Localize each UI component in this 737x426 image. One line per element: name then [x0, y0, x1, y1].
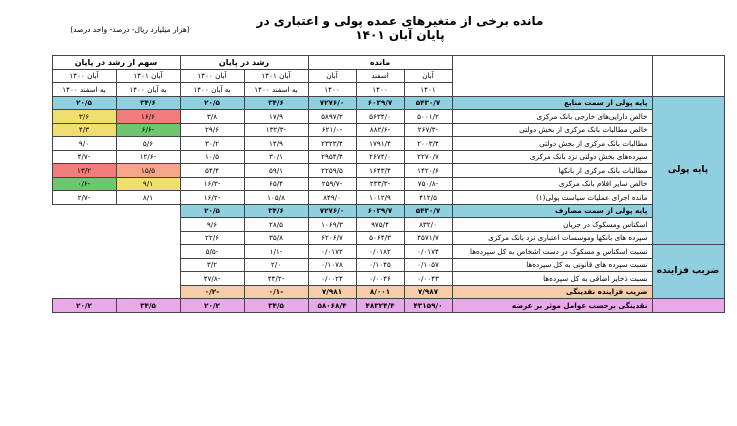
cell: ۲۲۵۹/۵	[308, 164, 356, 178]
side-label-blank	[652, 299, 724, 313]
row-label: پایه پولی از سمت منابع	[452, 96, 652, 110]
cell: ۱۵/۵	[116, 164, 180, 178]
cell: ۸/۰۰۱	[356, 285, 404, 299]
spacer	[52, 245, 116, 259]
cell: ۱۴۲۰/۶	[404, 164, 452, 178]
cell: ۲۰/۲	[52, 299, 116, 313]
cell: ۰/۰۱۷۲	[308, 245, 356, 259]
cell: ۳۴/۵	[244, 299, 308, 313]
cell: ۵۸۰۶۸/۴	[308, 299, 356, 313]
spacer	[116, 285, 180, 299]
cell: ۶۰۳۹/۷	[356, 96, 404, 110]
spacer	[52, 285, 116, 299]
cell: ۳۵/۸	[244, 231, 308, 245]
spacer	[116, 218, 180, 232]
spacer	[28, 272, 52, 286]
spacer	[116, 258, 180, 272]
spacer	[28, 177, 52, 191]
cell: -۶۲۱/۰	[308, 123, 356, 137]
cell: ۷/۹۸۷	[404, 285, 452, 299]
cell: ۶۲۰۶/۷	[308, 231, 356, 245]
row-label: نسبت ذخایر اضافی به کل سپرده‌ها	[452, 272, 652, 286]
cell: -۲/۷	[52, 191, 116, 205]
col-g1: آبان ۱۴۰۱	[244, 69, 308, 83]
cell: ۵۴/۴	[180, 164, 244, 178]
col-g2b: به آبان ۱۴۰۰	[180, 83, 244, 97]
spacer	[28, 191, 52, 205]
cell: ۱۰۶۹/۳	[308, 218, 356, 232]
row-label: خالص دارایی‌های خارجی بانک مرکزی	[452, 110, 652, 124]
row-label: مطالبات بانک مرکزی از بخش دولتی	[452, 137, 652, 151]
cell: ۲/۰	[244, 258, 308, 272]
cell: ۵۶۳۴/۰	[356, 110, 404, 124]
spacer	[28, 285, 52, 299]
col-g2: آبان ۱۴۰۰	[180, 69, 244, 83]
table-row	[28, 245, 724, 259]
table-row	[28, 96, 724, 110]
cell: ۲۰/۲	[180, 299, 244, 313]
cell: ۴/۳	[52, 123, 116, 137]
spacer	[116, 204, 180, 218]
col-g1b: به اسفند ۱۴۰۰	[244, 83, 308, 97]
table-row	[28, 123, 724, 137]
cell: ۱۶۴۳/۴	[356, 164, 404, 178]
cell: -۴۴/۲	[244, 272, 308, 286]
cell: ۸۴۹/۰	[308, 191, 356, 205]
cell: ۳۰/۱	[244, 150, 308, 164]
report-title: مانده برخی از متغیرهای عمده پولی و اعتباری در پایان آبان ۱۴۰۱	[256, 14, 544, 42]
col-y1400a: ۱۴۰۰	[356, 83, 404, 97]
spacer	[28, 245, 52, 259]
col-s1b: به آبان ۱۴۰۰	[116, 83, 180, 97]
cell: ۳۴/۶	[116, 96, 180, 110]
spacer	[28, 110, 52, 124]
cell: ۱۷۹۱/۴	[356, 137, 404, 151]
spacer	[28, 137, 52, 151]
table-row	[28, 177, 724, 191]
table-row	[28, 191, 724, 205]
cell: ۴۱۲/۵	[404, 191, 452, 205]
cell: ۱۰۱۲/۹	[356, 191, 404, 205]
cell: ۰/۰۰۴۳	[404, 272, 452, 286]
cell: -۰/۱	[244, 285, 308, 299]
col-aban1400: آبان	[308, 69, 356, 83]
table-row	[28, 150, 724, 164]
cell: ۰/۰۰۲۴	[308, 272, 356, 286]
col-s2: آبان ۱۴۰۰	[52, 69, 116, 83]
spacer	[28, 299, 52, 313]
spacer	[116, 272, 180, 286]
cell: ۴۳۱۵۹/۰	[404, 299, 452, 313]
cell: -۷۵۰/۸	[404, 177, 452, 191]
cell: -۱۳۲/۳	[244, 123, 308, 137]
table-row	[28, 110, 724, 124]
cell: ۲۲۷۰/۷	[404, 150, 452, 164]
col-aban1401: آبان	[404, 69, 452, 83]
table-row	[28, 285, 724, 299]
col-s2b: به اسفند ۱۴۰۰	[52, 83, 116, 97]
spacer	[28, 96, 52, 110]
cell: ۷۲۷۶/۰	[308, 204, 356, 218]
cell: ۱۷/۹	[244, 110, 308, 124]
spacer	[28, 56, 52, 97]
table-row	[28, 218, 724, 232]
table-row	[28, 272, 724, 286]
header-balance: مانده	[308, 56, 452, 70]
table-row	[28, 299, 724, 313]
spacer	[52, 204, 116, 218]
row-label: نسبت سپرده های قانونی به کل سپرده‌ها	[452, 258, 652, 272]
cell: ۵/۶	[116, 137, 180, 151]
cell: -۰/۲	[180, 285, 244, 299]
spacer	[28, 164, 52, 178]
monetary-table	[28, 55, 725, 313]
cell: ۲۰۰۳/۴	[404, 137, 452, 151]
cell: ۱۰۵/۸	[244, 191, 308, 205]
cell: ۳۰/۲	[180, 137, 244, 151]
spacer	[52, 272, 116, 286]
cell: ۱۴/۹	[244, 137, 308, 151]
cell: ۲۲/۶	[180, 231, 244, 245]
cell: -۲۶۷/۳	[404, 123, 452, 137]
table-row	[28, 258, 724, 272]
row-label: اسکناس ومسکوک در جریان	[452, 218, 652, 232]
cell: ۹/۶	[180, 218, 244, 232]
cell: ۴۵۷۱/۷	[404, 231, 452, 245]
cell: -۱۶/۳	[180, 177, 244, 191]
side-label-base: پایه پولی	[652, 96, 724, 245]
row-label: مانده اجرای عملیات سیاست پولی(۱)	[452, 191, 652, 205]
spacer	[52, 218, 116, 232]
cell: ۱۰/۵	[180, 150, 244, 164]
row-label: ضریب فزاینده نقدینگی	[452, 285, 652, 299]
cell: ۷۲۷۶/۰	[308, 96, 356, 110]
cell: ۹/۱	[116, 177, 180, 191]
cell: ۵۰۰۱/۲	[404, 110, 452, 124]
cell: ۰/۱۰۵۷	[404, 258, 452, 272]
row-label: خالص سایر اقلام بانک مرکزی	[452, 177, 652, 191]
cell: ۰/۱۰۴۵	[356, 258, 404, 272]
table-row	[28, 164, 724, 178]
cell: ۳۴/۶	[244, 96, 308, 110]
side-label-multiplier: ضریب فزاینده	[652, 245, 724, 299]
cell: ۵۴۳۰/۷	[404, 96, 452, 110]
spacer	[116, 245, 180, 259]
cell: -۱۶/۲	[180, 191, 244, 205]
cell: ۸۳۲/۰	[404, 218, 452, 232]
header-blank-side	[652, 56, 724, 97]
cell: ۹/۰	[52, 137, 116, 151]
spacer	[28, 204, 52, 218]
cell: ۷/۹۸۱	[308, 285, 356, 299]
cell: ۳/۲	[180, 258, 244, 272]
col-s1: آبان ۱۴۰۱	[116, 69, 180, 83]
cell: ۴۸۳۲۴/۴	[356, 299, 404, 313]
cell: ۲۹۵۴/۴	[308, 150, 356, 164]
row-label: سپرده‌های بخش دولتی نزد بانک مرکزی	[452, 150, 652, 164]
row-label: مطالبات بانک مرکزی از بانکها	[452, 164, 652, 178]
cell: ۵۴۳۰/۷	[404, 204, 452, 218]
cell: ۲۰/۵	[180, 96, 244, 110]
cell: -۶/۶	[116, 123, 180, 137]
table-row	[28, 137, 724, 151]
cell: ۲۰/۵	[180, 204, 244, 218]
col-y1400b: ۱۴۰۰	[308, 83, 356, 97]
cell: ۵۸۹۷/۲	[308, 110, 356, 124]
cell: ۲۰/۵	[52, 96, 116, 110]
cell: ۲۳۲۳/۴	[308, 137, 356, 151]
cell: -۸۸۲/۶	[356, 123, 404, 137]
spacer	[28, 218, 52, 232]
cell: ۶۰۳۹/۷	[356, 204, 404, 218]
cell: ۶۵/۴	[244, 177, 308, 191]
cell: ۱۶/۶	[116, 110, 180, 124]
cell: ۳/۸	[180, 110, 244, 124]
spacer	[28, 123, 52, 137]
cell: ۲۹/۶	[180, 123, 244, 137]
cell: ۰/۰۱۷۴	[404, 245, 452, 259]
cell: ۳۴/۶	[244, 204, 308, 218]
cell: ۸/۱	[116, 191, 180, 205]
row-label: نسبت اسکناس و مسکوک در دست اشخاص به کل سپرده‌ها	[452, 245, 652, 259]
units-note: (هزار میلیارد ریال- درصد- واحد درصد)	[70, 25, 190, 34]
spacer	[28, 258, 52, 272]
cell: -۲۳۳/۳	[356, 177, 404, 191]
cell: ۰/۱۰۷۸	[308, 258, 356, 272]
col-y1401: ۱۴۰۱	[404, 83, 452, 97]
spacer	[28, 231, 52, 245]
cell: ۱۳/۲	[52, 164, 116, 178]
header-growth: رشد در پایان	[180, 56, 308, 70]
cell: -۰/۶	[52, 177, 116, 191]
spacer	[52, 258, 116, 272]
cell: ۵۹/۱	[244, 164, 308, 178]
table-row	[28, 204, 724, 218]
header-share: سهم از رشد در پایان	[52, 56, 180, 70]
row-label: پایه پولی از سمت مصارف	[452, 204, 652, 218]
cell: ۹۷۵/۴	[356, 218, 404, 232]
cell: ۲۶۷۴/۰	[356, 150, 404, 164]
cell: -۴/۷	[52, 150, 116, 164]
cell: ۳۴/۵	[116, 299, 180, 313]
cell: ۵۰۶۴/۳	[356, 231, 404, 245]
header-blank-label	[452, 56, 652, 97]
col-esfand1400: اسفند	[356, 69, 404, 83]
cell: -۵/۵	[180, 245, 244, 259]
spacer	[52, 231, 116, 245]
table-row	[28, 231, 724, 245]
row-label: نقدینگی برحسب عوامل موثر بر عرضه	[452, 299, 652, 313]
cell: -۱۲/۶	[116, 150, 180, 164]
cell: -۲۵۹/۷	[308, 177, 356, 191]
cell: ۳/۶	[52, 110, 116, 124]
cell: ۰/۰۱۸۲	[356, 245, 404, 259]
spacer	[116, 231, 180, 245]
cell: -۱/۱	[244, 245, 308, 259]
cell: -۴۷/۸	[180, 272, 244, 286]
row-label: سپرده های بانکها وموسسات اعتباری نزد بانک مرکزی	[452, 231, 652, 245]
spacer	[28, 150, 52, 164]
cell: ۰/۰۰۴۶	[356, 272, 404, 286]
row-label: خالص مطالبات بانک مرکزی از بخش دولتی	[452, 123, 652, 137]
cell: ۲۸/۵	[244, 218, 308, 232]
